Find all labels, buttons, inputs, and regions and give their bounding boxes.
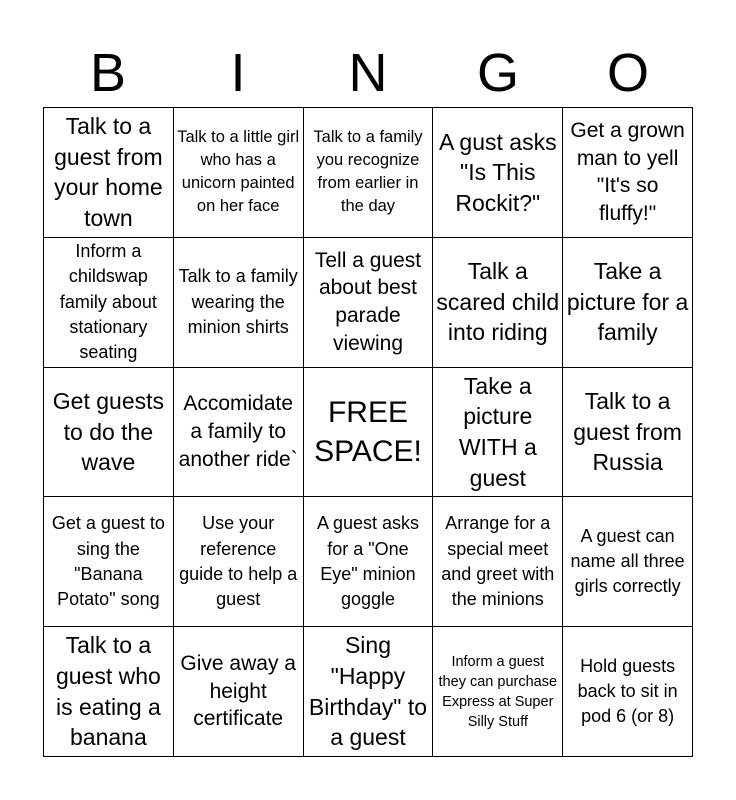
bingo-cell-text: Hold guests back to sit in pod 6 (or 8) <box>577 655 678 727</box>
bingo-cell-text: Talk to a family wearing the minion shirts <box>178 266 298 337</box>
bingo-cell-r3-c1[interactable] <box>44 368 174 498</box>
bingo-cell-text: Get a guest to sing the "Banana Potato" song <box>51 513 165 609</box>
bingo-cell-text: Get guests to do the wave <box>52 388 165 476</box>
bingo-cell-text: Use your reference guide to help a guest <box>179 513 298 609</box>
bingo-cell-text: A guest can name all three girls correctly <box>570 526 685 597</box>
bingo-cell-r1-c2[interactable] <box>174 108 304 238</box>
bingo-cell-text: A gust asks "Is This Rockit?" <box>438 128 557 216</box>
bingo-cell-r4-c3[interactable] <box>304 497 434 627</box>
bingo-cell-text: Take a picture for a family <box>566 258 689 346</box>
bingo-header <box>43 38 693 108</box>
bingo-cell-r5-c4[interactable] <box>433 627 563 757</box>
bingo-cell-text: Inform a guest they can purchase Express at Super Silly Stuff <box>438 653 558 730</box>
bingo-cell-text: Arrange for a special meet and greet with the minions <box>441 513 555 609</box>
free-space-text: FREE SPACE! <box>314 395 422 468</box>
bingo-cell-r4-c2[interactable] <box>174 497 304 627</box>
bingo-grid <box>43 107 693 757</box>
bingo-cell-text: Inform a childswap family about stationary seating <box>59 241 157 362</box>
bingo-cell-text: Talk to a family you recognize from earlier in the day <box>313 128 423 216</box>
bingo-cell-r2-c3[interactable] <box>304 238 434 368</box>
bingo-cell-r4-c5[interactable] <box>563 497 693 627</box>
bingo-cell-text: Take a picture WITH a guest <box>458 372 537 491</box>
bingo-cell-text: Talk to a guest from Russia <box>573 388 682 476</box>
bingo-cell-r1-c1[interactable] <box>44 108 174 238</box>
bingo-cell-r3-c4[interactable] <box>433 368 563 498</box>
bingo-cell-text: Give away a height certificate <box>180 652 296 731</box>
bingo-cell-r3-c2[interactable] <box>174 368 304 498</box>
header-letter-b: B <box>89 43 127 103</box>
bingo-cell-r5-c2[interactable] <box>174 627 304 757</box>
bingo-cell-r1-c4[interactable] <box>433 108 563 238</box>
bingo-cell-r5-c1[interactable] <box>44 627 174 757</box>
bingo-cell-r5-c5[interactable] <box>563 627 693 757</box>
bingo-cell-r2-c1[interactable] <box>44 238 174 368</box>
header-letter-i: I <box>230 43 246 103</box>
bingo-cell-r5-c3[interactable] <box>304 627 434 757</box>
bingo-cell-r2-c4[interactable] <box>433 238 563 368</box>
header-letter-n: N <box>348 43 388 103</box>
bingo-cell-text: Talk a scared child into riding <box>436 258 560 346</box>
bingo-cell-text: Accomidate a family to another ride` <box>178 392 298 471</box>
bingo-cell-r1-c3[interactable] <box>304 108 434 238</box>
bingo-cell-r2-c2[interactable] <box>174 238 304 368</box>
bingo-cell-r4-c1[interactable] <box>44 497 174 627</box>
bingo-cell-text: Tell a guest about best parade viewing <box>314 248 422 355</box>
bingo-cell-text: Get a grown man to yell "It's so fluffy!" <box>570 118 685 226</box>
bingo-free-space[interactable] <box>304 368 434 498</box>
bingo-cell-r3-c5[interactable] <box>563 368 693 498</box>
header-letter-g: G <box>476 43 519 103</box>
bingo-cell-text: A guest asks for a "One Eye" minion goggle <box>316 513 420 609</box>
bingo-cell-text: Sing "Happy Birthday" to a guest <box>308 632 428 751</box>
bingo-cell-r4-c4[interactable] <box>433 497 563 627</box>
bingo-cell-text: Talk to a guest from your home town <box>54 113 163 231</box>
header-letter-o: O <box>606 43 649 103</box>
bingo-cell-r2-c5[interactable] <box>563 238 693 368</box>
bingo-cell-text: Talk to a little girl who has a unicorn painted on her face <box>177 128 300 216</box>
bingo-cell-r1-c5[interactable] <box>563 108 693 238</box>
bingo-cell-text: Talk to a guest who is eating a banana <box>55 632 161 751</box>
